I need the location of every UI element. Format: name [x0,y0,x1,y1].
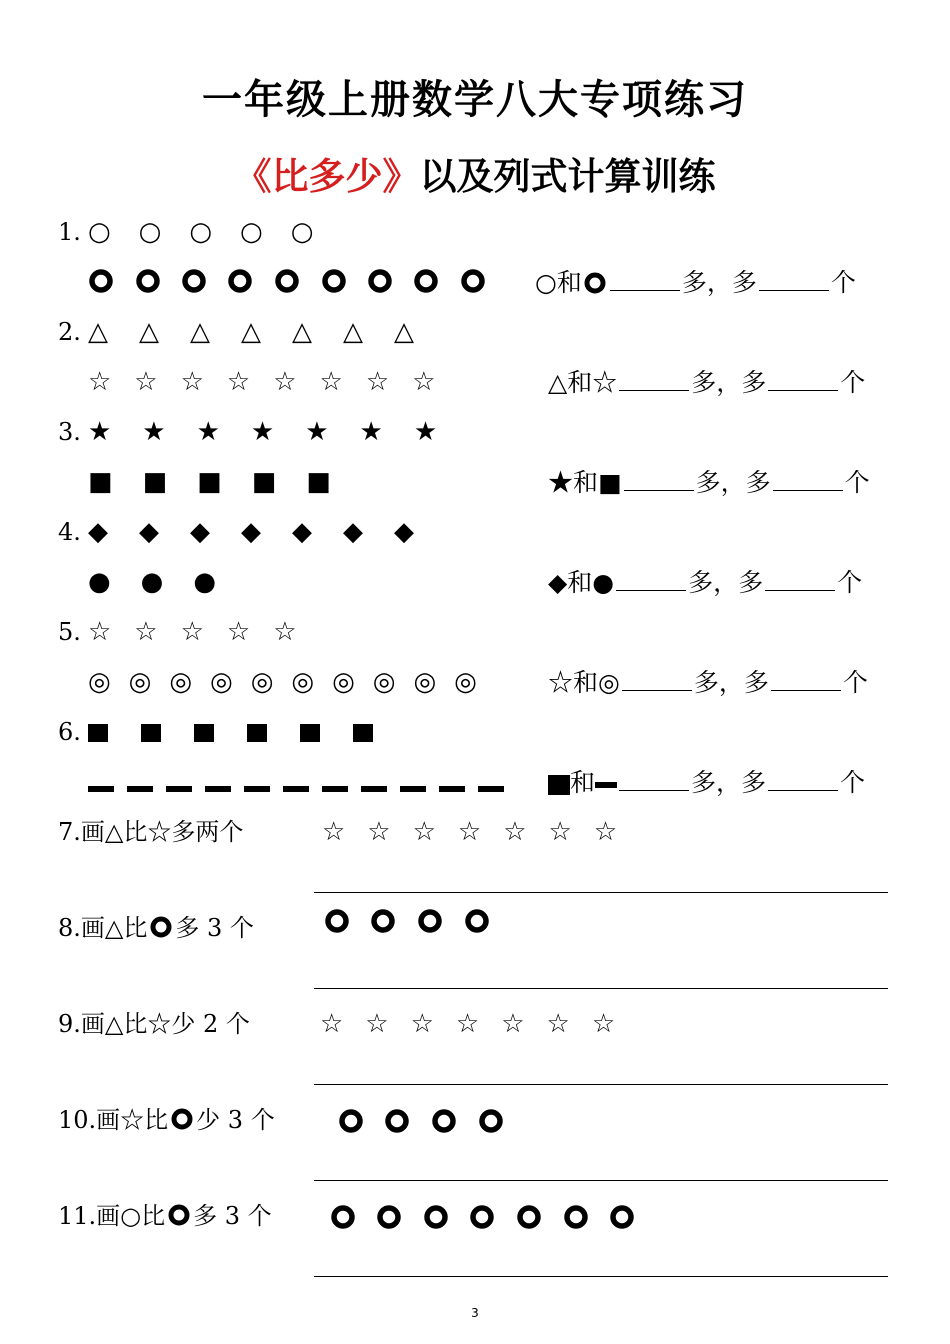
item-number: 3. [58,418,81,446]
item-number: 1. [58,218,81,246]
draw-item-7-answer-line[interactable] [314,892,888,893]
item-3-bottom-symbols: ■■■■■ [88,467,361,497]
item-6-bottom-symbols [88,768,517,808]
draw-item-11-symbols [328,1196,638,1248]
subtitle-topic: 《比多少》 [234,155,420,198]
item-1-compare: ○和 多，多 个 [535,262,856,303]
page-title: 一年级上册数学八大专项练习 [202,77,748,123]
item-4-top-row [0,512,950,552]
answer-blank[interactable] [765,562,835,591]
page-subtitle [0,146,950,200]
item-2-top-symbols: △△△△△△△ [88,317,445,347]
item-1-bottom-row [0,262,950,302]
ring-icon [165,1203,193,1227]
item-5-top-row [0,612,950,652]
item-number: 5. [58,618,81,646]
draw-item-9-symbols: ☆☆☆☆☆☆☆ [320,1009,638,1039]
item-3-top-symbols: ★★★★★★★ [88,417,469,447]
draw-item-8-symbols [322,902,502,954]
ring-symbols [322,902,502,942]
draw-item-8-label: 8.画△比 多 3 个 [58,914,254,942]
answer-blank[interactable] [759,262,829,291]
item-2-bottom-row [0,362,950,402]
item-5-bottom-symbols: ◎◎◎◎◎◎◎◎◎◎ [88,667,495,697]
item-6-compare: 和 多，多 个 [548,762,865,803]
item-number: 6. [58,718,81,746]
ring-icon [147,915,175,939]
item-6-bottom-row [0,762,950,802]
item-2-bottom-symbols: ☆☆☆☆☆☆☆☆ [88,367,459,397]
answer-blank[interactable] [619,362,689,391]
item-4-bottom-row [0,562,950,602]
item-1-top-symbols: ○○○○○ [88,217,342,247]
answer-blank[interactable] [619,762,689,791]
draw-item-10-symbols [336,1100,516,1152]
item-1-bottom-symbols [88,262,498,314]
item-4-top-symbols: ◆◆◆◆◆◆◆ [88,517,445,547]
answer-blank[interactable] [768,762,838,791]
answer-blank[interactable] [768,362,838,391]
answer-blank[interactable] [771,662,841,691]
draw-item-10-answer-line[interactable] [314,1180,888,1181]
draw-item-8-answer-line[interactable] [314,988,888,989]
answer-blank[interactable] [624,462,694,491]
item-1-top-row [0,212,950,252]
item-4-compare: ◆和● 多，多 个 [548,562,862,603]
subtitle-rest: 以及列式计算训练 [419,155,716,198]
item-3-top-row [0,412,950,452]
ring-symbols [336,1100,516,1140]
ring-symbols [328,1196,638,1236]
draw-item-11-label: 11.画○比 多 3 个 [58,1202,272,1230]
item-4-bottom-symbols: ●●● [88,567,247,597]
page-number: 3 [471,1306,479,1320]
item-number: 2. [58,318,81,346]
item-5-top-symbols: ☆☆☆☆☆ [88,617,320,647]
answer-blank[interactable] [616,562,686,591]
draw-item-9-label: 9.画△比☆少 2 个 [58,1010,250,1038]
item-5-bottom-row [0,662,950,702]
answer-blank[interactable] [622,662,692,691]
draw-item-7-label: 7.画△比☆多两个 [58,818,244,846]
item-6-top-row [0,712,950,752]
answer-blank[interactable] [610,262,680,291]
draw-item-9-answer-line[interactable] [314,1084,888,1085]
draw-item-10-label: 10.画☆比 少 3 个 [58,1106,275,1134]
draw-item-11-answer-line[interactable] [314,1276,888,1277]
item-number: 4. [58,518,81,546]
ring-icon [168,1107,196,1131]
ring-icon [582,272,608,294]
ring-symbols [88,262,498,302]
item-3-compare: ★和■ 多，多 个 [548,462,870,503]
item-2-top-row [0,312,950,352]
item-5-compare: ☆和◎ 多，多 个 [548,662,868,703]
item-2-compare: △和☆ 多，多 个 [548,362,865,403]
answer-blank[interactable] [773,462,843,491]
draw-item-7-symbols: ☆☆☆☆☆☆☆ [322,817,640,847]
item-3-bottom-row [0,462,950,502]
item-6-top-symbols [88,712,373,752]
